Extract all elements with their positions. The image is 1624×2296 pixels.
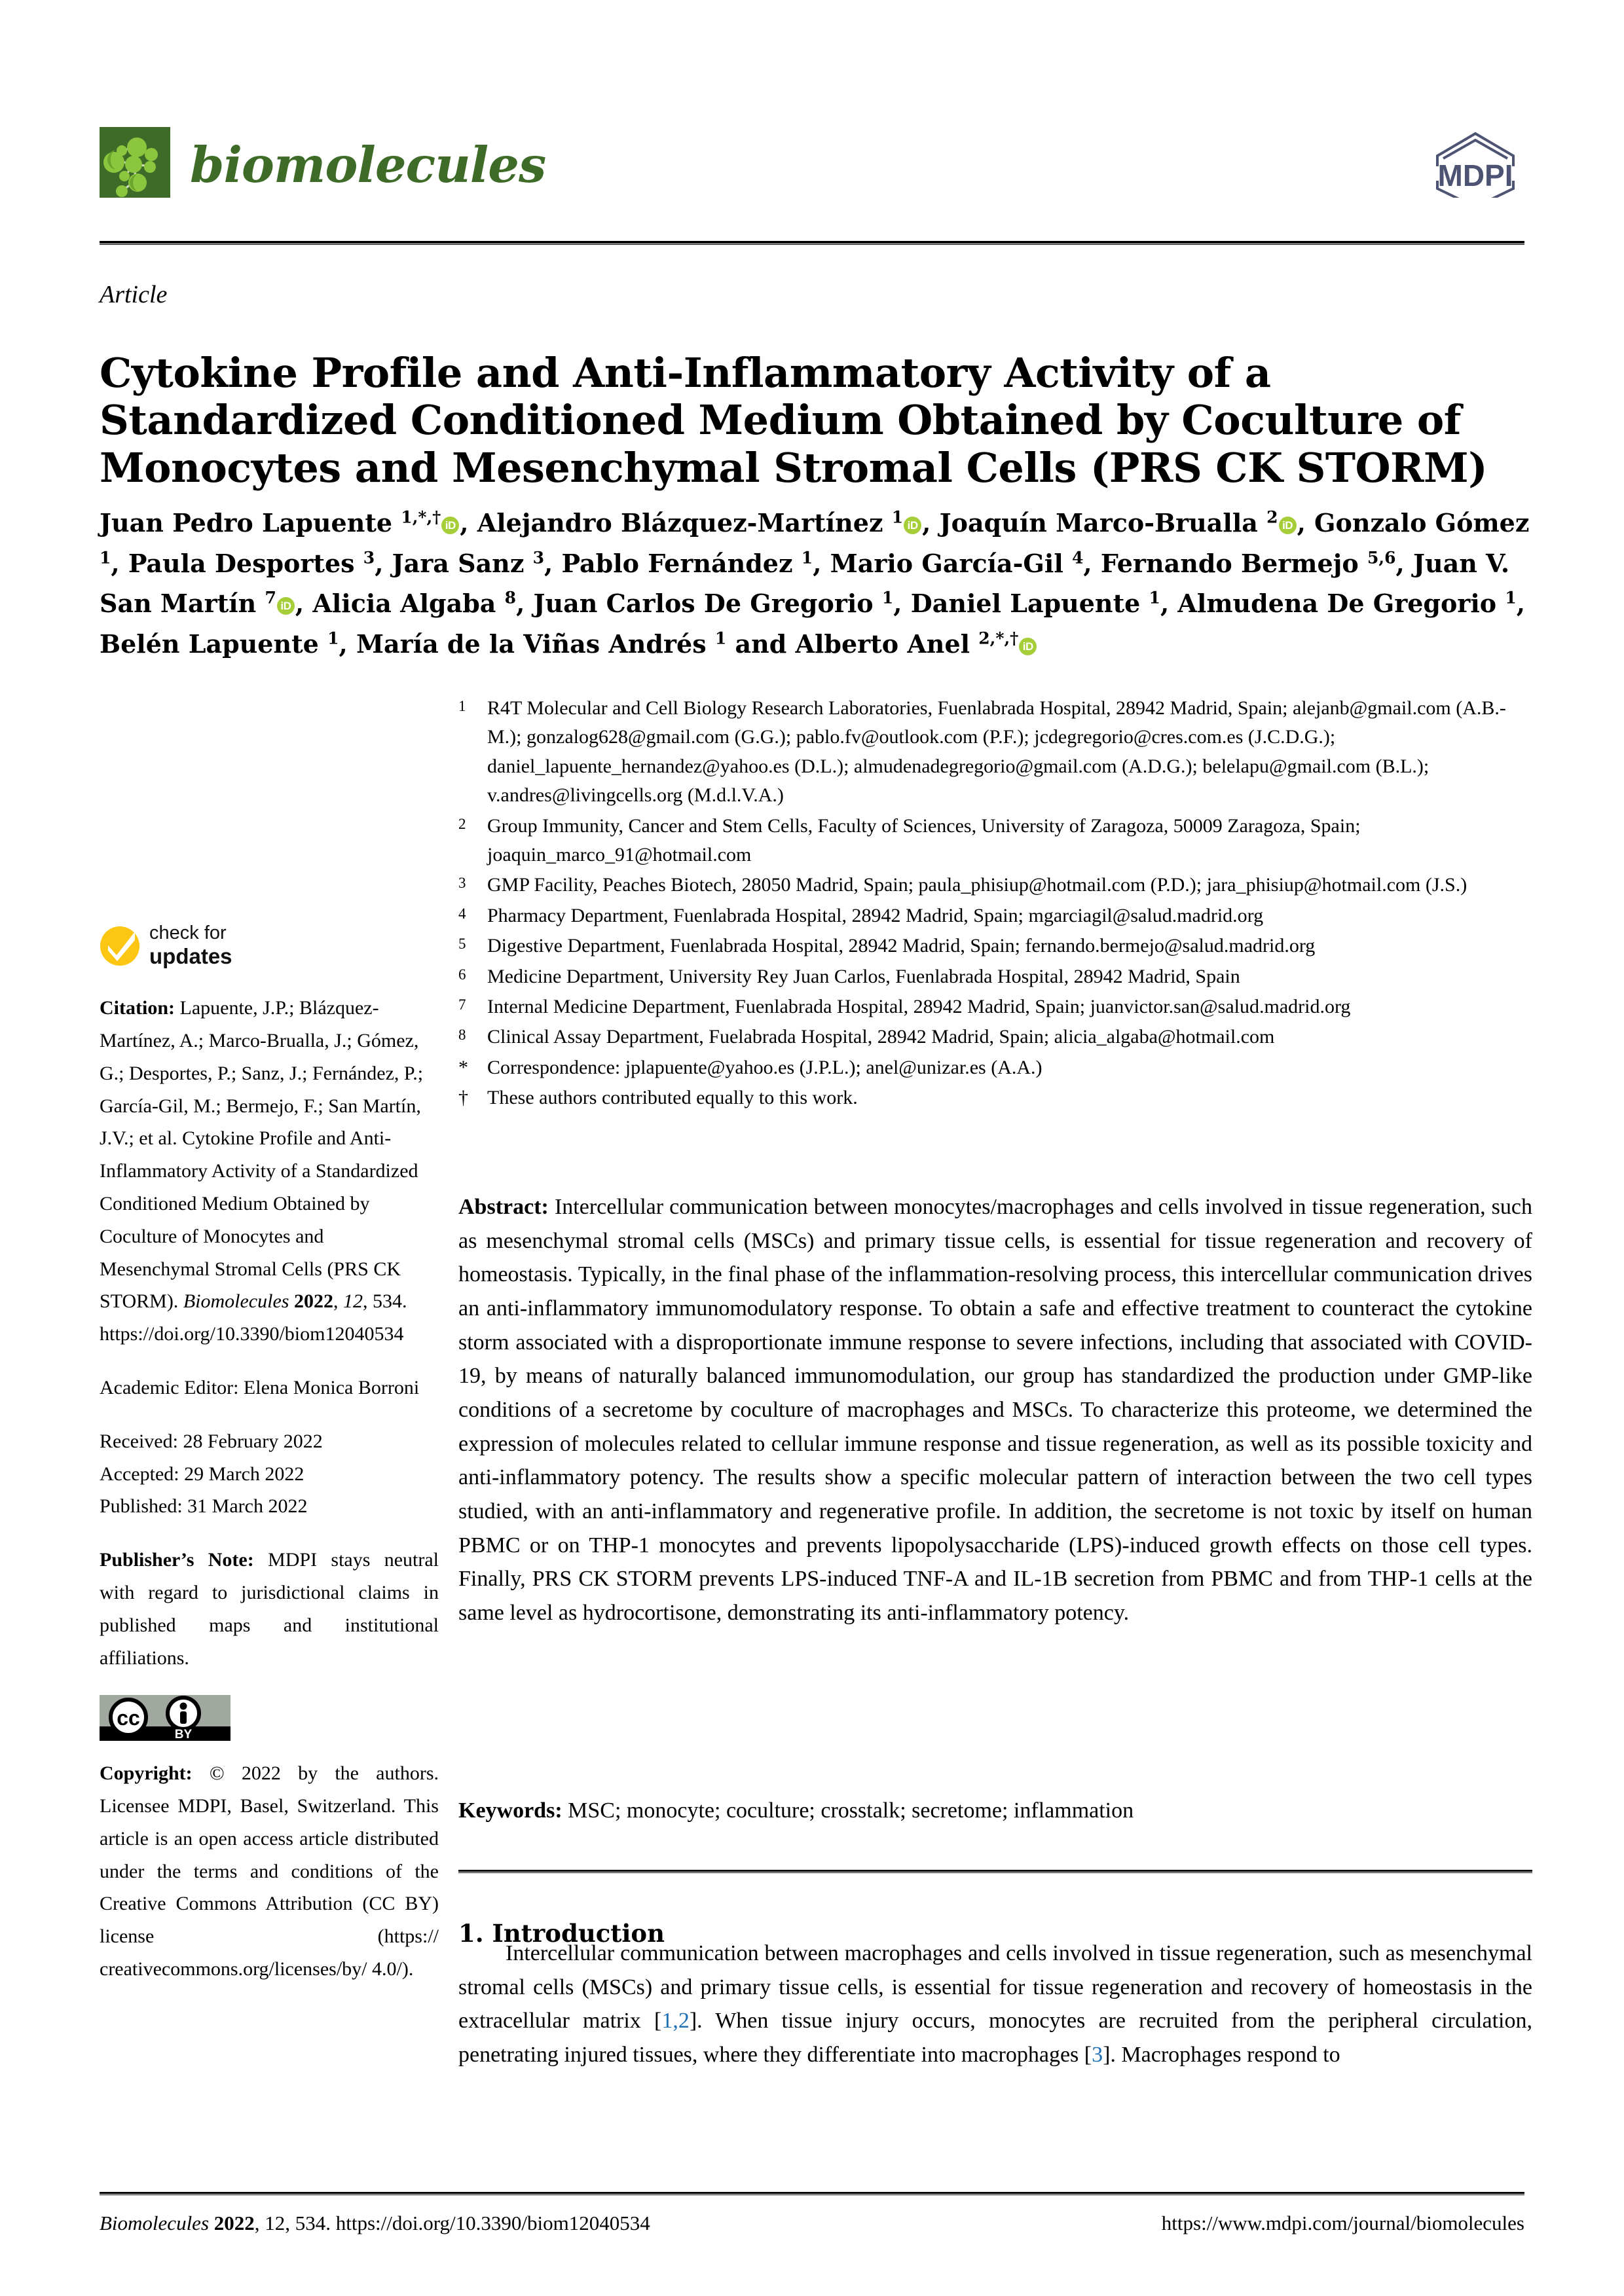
article-type: Article — [100, 281, 168, 308]
affiliation-item — [458, 871, 1524, 900]
abstract-block — [458, 1190, 1532, 1630]
check-for-updates-line2: updates — [149, 944, 232, 969]
affiliation-text: Pharmacy Department, Fuenlabrada Hospital, 28942 Madrid, Spain; mgarciagil@salud.madrid.org — [487, 904, 1264, 926]
publishers-note-text: MDPI stays neutral with regard to jurisdictional claims in published maps and institutional affiliations. — [100, 1549, 439, 1669]
section-heading-introduction: 1. Introduction — [458, 1918, 665, 1948]
footer-journal-url[interactable]: https://www.mdpi.com/journal/biomolecules — [1161, 2212, 1524, 2234]
correspondence-text: Correspondence: jplapuente@yahoo.es (J.P.L.); anel@unizar.es (A.A.) — [487, 1056, 1043, 1078]
affiliation-marker: 8 — [458, 1027, 466, 1044]
copyright-block — [100, 1757, 439, 1986]
equal-contribution-item — [458, 1084, 1524, 1112]
affiliation-marker: 7 — [458, 996, 466, 1013]
date-received: Received: 28 February 2022 — [100, 1430, 323, 1452]
equal-contribution-text: These authors contributed equally to this work. — [487, 1087, 858, 1109]
keywords-text: MSC; monocyte; coculture; crosstalk; secretome; inflammation — [568, 1798, 1134, 1823]
correspondence-item — [458, 1053, 1524, 1082]
copyright-label: Copyright: — [100, 1762, 193, 1785]
affiliation-item — [458, 993, 1524, 1021]
affiliation-text: Group Immunity, Cancer and Stem Cells, Faculty of Sciences, University of Zaragoza, 50009 Zaragoza, Spain; joaquin_marco_91@hotmail.com — [487, 814, 1361, 866]
footer-rest: , 12, 534. https://doi.org/10.3390/biom12040534 — [254, 2212, 650, 2234]
masthead-divider — [100, 241, 1524, 245]
abstract-text: Intercellular communication between monocytes/macrophages and cells involved in tissue regeneration, such as mesenchymal stromal cells (MSCs) and primary tissue cells, is essential for tissue regeneration and recovery of homeostasis. Typically, in the final phase of the inflammation-resolving process, this intercellular communication drives an anti-inflammatory immunomodulatory response. To obtain a safe and effective treatment to counteract the cytokine storm associated with a disproportionate immune response to severe infections, including that associated with COVID-19, by means of naturally balanced immunomodulation, our group has standardized the production under GMP-like conditions of a secretome by coculture of macrophages and MSCs. To characterize this proteome, we determined the expression of molecules related to cellular immune response and tissue regeneration, as well as its possible toxicity and anti-inflammatory potency. The results show a specific molecular pattern of interaction between the two cell types studied, with an anti-inflammatory and regenerative profile. In addition, the secretome is not toxic by itself on human PBMC or on THP-1 monocytes and prevents lipopolysaccharide (LPS)-induced growth effects on those cell types. Finally, PRS CK STORM prevents LPS-induced TNF-A and IL-1B secretion from PBMC and from THP-1 cells at the same level as hydrocortisone, demonstrating its anti-inflammatory potency. — [458, 1195, 1532, 1626]
publishers-note-label: Publisher’s Note: — [100, 1549, 254, 1571]
svg-text:cc: cc — [117, 1706, 140, 1730]
journal-logo[interactable] — [100, 127, 545, 198]
citation-link-1-2[interactable]: 1,2 — [661, 2009, 690, 2033]
keywords-block — [458, 1794, 1532, 1827]
affiliation-item — [458, 932, 1524, 960]
abstract-label: Abstract: — [458, 1195, 549, 1219]
publishers-note — [100, 1544, 439, 1674]
affiliation-marker: 5 — [458, 936, 466, 953]
correspondence-marker: * — [458, 1056, 468, 1078]
footer-citation — [100, 2212, 650, 2235]
attribution-person-icon — [168, 1698, 199, 1729]
mdpi-logo-text: MDPI — [1437, 158, 1513, 192]
date-accepted: Accepted: 29 March 2022 — [100, 1463, 304, 1485]
affiliation-marker: 3 — [458, 875, 466, 892]
page-title: Cytokine Profile and Anti-Inflammatory Activity of a Standardized Conditioned Medium Obtained by Coculture of Monocytes and Mesenchymal Stromal Cells (PRS CK STORM) — [100, 348, 1488, 492]
mdpi-logo[interactable] — [1426, 126, 1524, 198]
academic-editor: Academic Editor: Elena Monica Borroni — [100, 1376, 420, 1398]
affiliation-marker: 6 — [458, 966, 466, 983]
date-published: Published: 31 March 2022 — [100, 1495, 308, 1518]
affiliation-text: Medicine Department, University Rey Juan Carlos, Fuenlabrada Hospital, 28942 Madrid, Spain — [487, 965, 1240, 987]
citation-year: 2022 — [293, 1290, 333, 1313]
equal-contribution-marker: † — [458, 1087, 468, 1109]
footer-year: 2022 — [213, 2212, 255, 2234]
cc-by-license-badge[interactable] — [100, 1695, 439, 1744]
affiliation-text: Internal Medicine Department, Fuenlabrada Hospital, 28942 Madrid, Spain; juanvictor.san@salud.madrid.org — [487, 995, 1351, 1017]
journal-title: biomolecules — [190, 136, 546, 194]
affiliations-list — [458, 694, 1524, 1114]
citation-block: Citation: Lapuente, J.P.; Blázquez-Martínez, A.; Marco-Brualla, J.; Gómez, G.; Desportes, P.; Sanz, J.; Fernández, P.; García-Gil, M.; Bermejo, F.; San Martín, J.V.; et al. Cytokine Profile and Anti-Inflammatory Activity of a Standardized Conditioned Medium Obtained by Coculture of Monocytes and Mesenchymal Stromal Cells (PRS CK STORM). Biomolecules 2022, 12, 534. https://doi.org/10.3390/biom12040534 — [100, 997, 424, 1345]
affiliation-marker: 1 — [458, 698, 466, 714]
check-for-updates-line1: check for — [149, 922, 227, 943]
affiliation-text: R4T Molecular and Cell Biology Research Laboratories, Fuenlabrada Hospital, 28942 Madrid, Spain; alejanb@gmail.com (A.B.-M.); gonzalog628@gmail.com (G.G.); pablo.fv@outlook.com (P.F.); jcdegregorio@cres.com.es (J.C.D.G.); daniel_lapuente_hernandez@yahoo.es (D.L.); almudenadegregorio@gmail.com (A.D.G.); belelapu@gmail.com (B.L.); v.andres@livingcells.org (M.d.l.V.A.) — [487, 697, 1506, 807]
intro-text-part3: ]. Macrophages respond to — [1103, 2043, 1340, 2068]
citation-label: Citation: — [100, 997, 175, 1019]
page-footer — [100, 2212, 1524, 2235]
footer-divider — [100, 2192, 1524, 2195]
citation-link-3[interactable]: 3 — [1092, 2043, 1103, 2068]
citation-doi[interactable]: https://doi.org/10.3390/biom12040534 — [100, 1323, 404, 1345]
citation-journal: Biomolecules — [183, 1290, 289, 1313]
affiliation-item — [458, 812, 1524, 870]
affiliation-item — [458, 902, 1524, 930]
affiliation-text: Digestive Department, Fuenlabrada Hospital, 28942 Madrid, Spain; fernando.bermejo@salud.madrid.org — [487, 935, 1316, 957]
sidebar — [100, 922, 439, 2007]
affiliation-marker: 4 — [458, 905, 466, 922]
copyright-text: © 2022 by the authors. Licensee MDPI, Basel, Switzerland. This article is an open access article distributed under the terms and conditions of the Creative Commons Attribution (CC BY) license (https:// creativecommons.org/licenses/by/ 4.0/). — [100, 1762, 439, 1980]
masthead — [100, 126, 1524, 230]
check-for-updates-label — [149, 922, 232, 970]
affiliation-item — [458, 1023, 1524, 1051]
keywords-label: Keywords: — [458, 1798, 563, 1823]
affiliation-text: GMP Facility, Peaches Biotech, 28050 Madrid, Spain; paula_phisiup@hotmail.com (P.D.); jara_phisiup@hotmail.com (J.S.) — [487, 874, 1467, 896]
cc-icon — [111, 1700, 146, 1735]
citation-volume: 12 — [342, 1290, 363, 1313]
footer-journal: Biomolecules — [100, 2212, 210, 2234]
check-for-updates-badge[interactable] — [100, 922, 439, 970]
citation-pages: 534. — [372, 1290, 407, 1313]
affiliation-item — [458, 694, 1524, 811]
intro-text-part2: ]. When tissue injury occurs, monocytes are recruited from the peripheral circulation, penetrating injured tissues, where they differentiate into macrophages [ — [458, 2009, 1532, 2068]
check-circle-icon — [100, 926, 140, 966]
affiliation-item — [458, 962, 1524, 991]
affiliation-text: Clinical Assay Department, Fuelabrada Hospital, 28942 Madrid, Spain; alicia_algaba@hotmail.com — [487, 1026, 1275, 1048]
biomolecules-molecule-icon — [100, 127, 170, 198]
cc-by-label: BY — [174, 1728, 193, 1741]
affiliation-marker: 2 — [458, 815, 466, 832]
intro-text-part1: Intercellular communication between macrophages and cells involved in tissue regeneration, such as mesenchymal stromal cells (MSCs) and primary tissue cells, is essential for tissue regeneration and recovery of homeostasis in the extracellular matrix [ — [458, 1941, 1532, 2033]
introduction-paragraph — [458, 1937, 1532, 2072]
section-divider — [458, 1870, 1532, 1873]
dates-block — [100, 1425, 439, 1523]
citation-text: Lapuente, J.P.; Blázquez-Martínez, A.; Marco-Brualla, J.; Gómez, G.; Desportes, P.; Sanz, J.; Fernández, P.; García-Gil, M.; Bermejo, F.; San Martín, J.V.; et al. Cytokine Profile and Anti-Inflammatory Activity of a Standardized Conditioned Medium Obtained by Coculture of Monocytes and Mesenchymal Stromal Cells (PRS CK STORM). — [100, 997, 424, 1313]
author-list: Juan Pedro Lapuente $^{1,*,\dagger}$ iD , Alejandro Blázquez-Martínez $^1$ iD , Joaquín Marco-Brualla $^2$ iD , Gonzalo Gómez $^1$, Paula Desportes $^3$, Jara Sanz $^3$, Pablo Fernández $^1$, Mario García-Gil $^4$, Fernando Bermejo $^{5,6}$, Juan V. San Martín $^7$ iD , Alicia Algaba $^8$, Juan Carlos De Gregorio $^1$, Daniel Lapuente $^1$, Almudena De Gregorio $^1$, Belén Lapuente $^1$, María de la Viñas Andrés $^1$ and Alberto Anel $^{2,*,\dagger}$ iD — [100, 507, 1530, 659]
